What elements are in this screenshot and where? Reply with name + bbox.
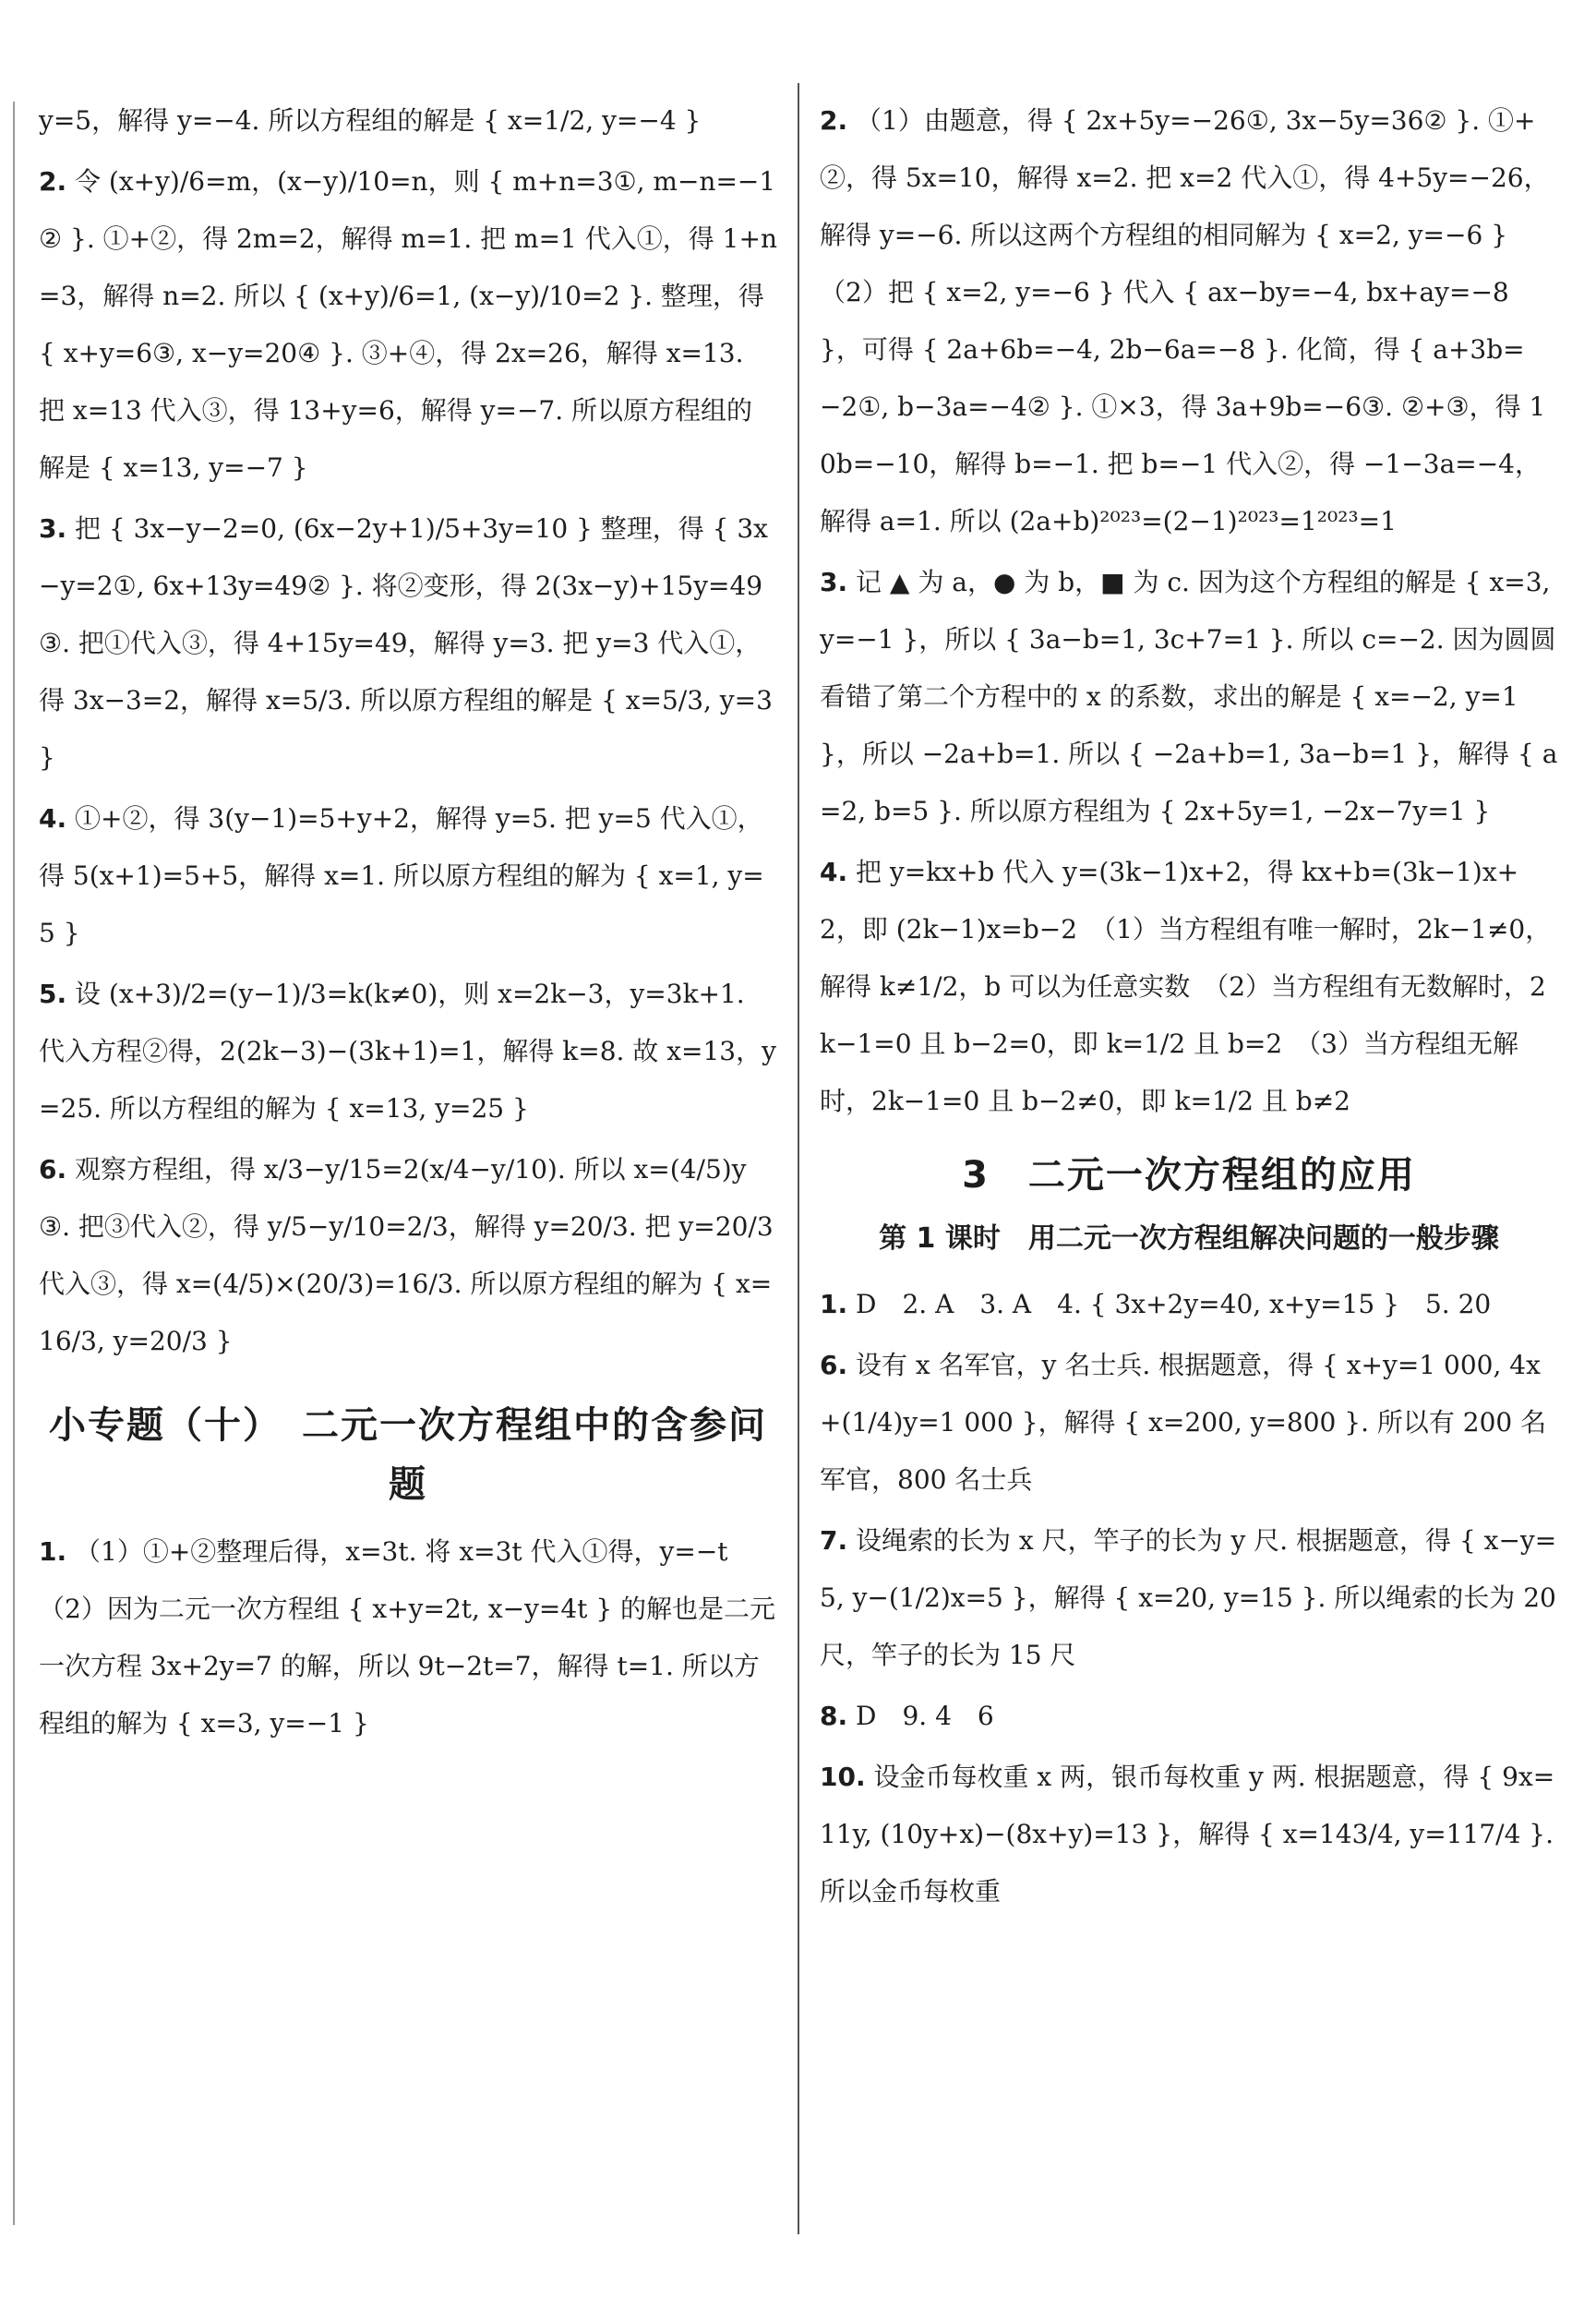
answer-item: 3. 把 { 3x−y−2=0, (6x−2y+1)/5+3y=10 } 整理，得 { 3x−y=2①, 6x+13y=49② }. 将②变形，得 2(3x−y)+15y=49③. 把①代入③，得 4+15y=49，解得 y=3. 把 y=3 代入①，得 3x−3=2，解得 x=5/3. 所以原方程组的解是 { x=5/3, y=3 } — [39, 513, 773, 773]
section-title: 3 二元一次方程组的应用 — [962, 1154, 1416, 1197]
answer-item: y=5，解得 y=−4. 所以方程组的解是 { x=1/2, y=−4 } — [39, 105, 702, 136]
answer-item: 4. ①+②，得 3(y−1)=5+y+2，解得 y=5. 把 y=5 代入①，得 5(x+1)=5+5，解得 x=1. 所以原方程组的解为 { x=1, y=5 } — [39, 803, 764, 948]
answer-item: 1. （1）①+②整理后得，x=3t. 将 x=3t 代入①得，y=−t （2）因为二元一次方程组 { x+y=2t, x−y=4t } 的解也是二元一次方程 3x+2y=7 的解，所以 9t−2t=7，解得 t=1. 所以方程组的解为 { x=3, y=−1 } — [39, 1536, 776, 1739]
answer-item: 7. 设绳索的长为 x 尺，竿子的长为 y 尺. 根据题意，得 { x−y=5, y−(1/2)x=5 }，解得 { x=20, y=15 }. 所以绳索的长为 20 尺，竿子的长为 15 尺 — [820, 1525, 1557, 1670]
answer-item: 5. 设 (x+3)/2=(y−1)/3=k(k≠0)，则 x=2k−3，y=3k+1. 代入方程②得，2(2k−3)−(3k+1)=1，解得 k=8. 故 x=13，y=25. 所以方程组的解为 { x=13, y=25 } — [39, 979, 776, 1124]
answer-item: 2. 令 (x+y)/6=m，(x−y)/10=n，则 { m+n=3①, m−n=−1② }. ①+②，得 2m=2，解得 m=1. 把 m=1 代入①，得 1+n=3，解得 n=2. 所以 { (x+y)/6=1, (x−y)/10=2 }. 整理，得 { x+y=6③, x−y=20④ }. ③+④，得 2x=26，解得 x=13. 把 x=13 代入③，得 13+y=6，解得 y=−7. 所以原方程组的解是 { x=13, y=−7 } — [39, 166, 777, 483]
page-edge-line — [13, 102, 15, 2225]
answer-item: 4. 把 y=kx+b 代入 y=(3k−1)x+2，得 kx+b=(3k−1)x+2，即 (2k−1)x=b−2 （1）当方程组有唯一解时，2k−1≠0，解得 k≠1/2，b 可以为任意实数 （2）当方程组有无数解时，2k−1=0 且 b−2=0，即 k=1/2 且 b=2 （3）当方程组无解时，2k−1=0 且 b−2≠0，即 k=1/2 且 b≠2 — [820, 857, 1552, 1116]
left-column — [39, 92, 777, 1756]
lesson-title: 第 1 课时 用二元一次方程组解决问题的一般步骤 — [879, 1222, 1499, 1255]
answer-item: 6. 设有 x 名军官，y 名士兵. 根据题意，得 { x+y=1 000, 4x+(1/4)y=1 000 }，解得 { x=200, y=800 }. 所以有 200 名军官，800 名士兵 — [820, 1350, 1547, 1495]
answer-item: 1. D 2. A 3. A 4. { 3x+2y=40, x+y=15 } 5. 20 — [820, 1289, 1492, 1319]
answer-item: 6. 观察方程组，得 x/3−y/15=2(x/4−y/10). 所以 x=(4/5)y③. 把③代入②，得 y/5−y/10=2/3，解得 y=20/3. 把 y=20/3 代入③，得 x=(4/5)×(20/3)=16/3. 所以原方程组的解为 { x=16/3, y=20/3 } — [39, 1154, 774, 1356]
answer-item: 10. 设金币每枚重 x 两，银币每枚重 y 两. 根据题意，得 { 9x=11y, (10y+x)−(8x+y)=13 }，解得 { x=143/4, y=117/4 }. 所以金币每枚重 — [820, 1762, 1555, 1907]
answer-item: 2. （1）由题意，得 { 2x+5y=−26①, 3x−5y=36② }. ①+②，得 5x=10，解得 x=2. 把 x=2 代入①，得 4+5y=−26，解得 y=−6. 所以这两个方程组的相同解为 { x=2, y=−6 } （2）把 { x=2, y=−6 } 代入 { ax−by=−4, bx+ay=−8 }，可得 { 2a+6b=−4, 2b−6a=−8 }. 化简，得 { a+3b=−2①, b−3a=−4② }. ①×3，得 3a+9b=−6③. ②+③，得 10b=−10，解得 b=−1. 把 b=−1 代入②，得 −1−3a=−4，解得 a=1. 所以 (2a+b)²⁰²³=(2−1)²⁰²³=1²⁰²³=1 — [820, 105, 1550, 536]
column-divider — [798, 83, 799, 2234]
answer-item: 8. D 9. 4 6 — [820, 1701, 994, 1731]
right-column — [820, 92, 1558, 1924]
answer-item: 3. 记 ▲ 为 a，● 为 b，■ 为 c. 因为这个方程组的解是 { x=3, y=−1 }，所以 { 3a−b=1, 3c+7=1 }. 所以 c=−2. 因为圆圆看错了第二个方程中的 x 的系数，求出的解是 { x=−2, y=1 }，所以 −2a+b=1. 所以 { −2a+b=1, 3a−b=1 }，解得 { a=2, b=5 }. 所以原方程组为 { 2x+5y=1, −2x−7y=1 } — [820, 567, 1558, 826]
mini-topic-title: 小专题（十） 二元一次方程组中的含参问题 — [49, 1404, 767, 1506]
